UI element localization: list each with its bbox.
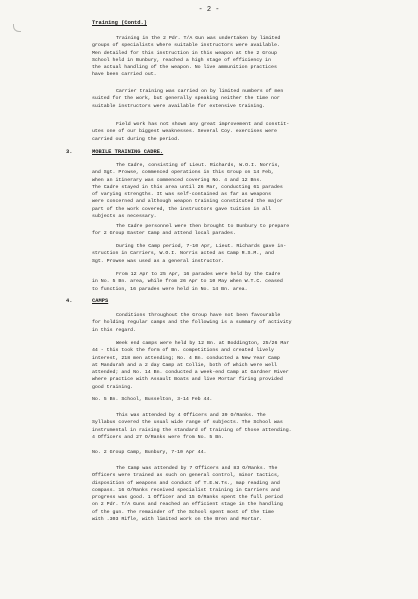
- text-line: were concerned and although weapon training constituted the major: [92, 199, 283, 205]
- text-line: to function, 16 parades were held in No. 14 Bn. area.: [92, 286, 248, 292]
- text-line: struction in Carriers, W.O.I. Norris acted as Camp R.S.M., and: [92, 251, 274, 257]
- school-heading: No. 5 Bn. School, Busselton, 3-14 Feb 44.: [92, 397, 213, 402]
- corner-mark: [13, 24, 21, 32]
- text-line: Field work has not shown any great improvement and constit-: [116, 122, 290, 127]
- text-line: carried out during the period.: [92, 136, 181, 142]
- text-line: part of the work covered, the instructors gave tuition in all: [92, 206, 272, 212]
- text-line: for 2 Group Easter Camp and attend local parades.: [92, 231, 236, 237]
- text-line: Conditions throughout the Group have not been favourable: [116, 313, 281, 318]
- text-line: good training.: [92, 384, 134, 390]
- text-line: Men detailed for this instruction in this weapon at the 2 Group: [92, 50, 277, 56]
- text-line: Carrier training was carried on by limited numbers of men: [116, 89, 284, 94]
- paragraph-weekend-camps: [92, 340, 392, 391]
- text-line: disposition of weapons and conduct of T.E.W.Ts., map reading and: [92, 480, 280, 486]
- paragraph-cadre-bunbury: [92, 223, 392, 238]
- paragraph-school: [92, 412, 392, 441]
- group-camp-heading: No. 2 Group Camp, Bunbury, 7-10 Apr 44.: [92, 450, 207, 455]
- text-line: Sgt. Prowse was used as a general instructor.: [92, 258, 225, 264]
- text-line: The Cadre personnel were then brought to Bunbury to prepare: [116, 224, 290, 229]
- text-line: in No. 5 Bn. area, while from 26 Apr to 10 May when W.T.C. ceased: [92, 279, 283, 285]
- text-line: Syllabus covered the usual wide range of subjects. The School was: [92, 420, 283, 426]
- text-line: groups of specialists where suitable instructors were available.: [92, 43, 280, 49]
- text-line: in this regard.: [92, 327, 137, 333]
- paragraph-training-2pdr: [92, 35, 392, 79]
- text-line: 4 Officers and 27 O/Ranks were from No. 5 Bn.: [92, 434, 225, 440]
- paragraph-cadre-camp-period: [92, 243, 392, 265]
- training-heading: Training (Contd.): [92, 20, 147, 26]
- text-line: and Sgt. Prowse, commenced operations in this Group on 14 Feb,: [92, 170, 274, 176]
- text-line: progress was good. 1 Officer and 15 O/Ranks spent the full period: [92, 495, 283, 501]
- text-line: interest, 218 men attending; No. 4 Bn. conducted a New Year Camp: [92, 355, 280, 361]
- text-line: of the gun. The remainder of the School spent most of the time: [92, 509, 274, 515]
- text-line: for holding regular camps and the following is a summary of activity: [92, 320, 292, 326]
- text-line: The Cadre, consisting of Lieut. Richards, W.O.I. Norris,: [116, 163, 281, 168]
- text-line: of varying strengths. It was self-contained as far as weapons: [92, 192, 272, 198]
- section-4-number: 4.: [66, 298, 73, 304]
- text-line: The Cadre stayed in this area until 26 Mar, conducting 61 parades: [92, 184, 283, 190]
- page-number: - 2 -: [198, 6, 220, 14]
- text-line: subjects as necessary.: [92, 214, 157, 220]
- text-line: 44 - this took the form of Bn. competitions and created lively: [92, 348, 274, 354]
- text-line: have been carried out.: [92, 72, 157, 78]
- text-line: where practice with Assault Boats and live Mortar firing provided: [92, 377, 283, 383]
- text-line: on 2 Pdr. T/A Guns and reached an efficient stage in the handling: [92, 502, 283, 508]
- text-line: when an itinerary was commenced covering No. 4 and 12 Bns.: [92, 177, 263, 183]
- text-line: at Mandurah and a 2 day Camp at Collie, both of which were well: [92, 362, 277, 368]
- text-line: This was attended by 4 Officers and 39 O/Ranks. The: [116, 413, 266, 418]
- text-line: Training in the 2 Pdr. T/A Gun was undertaken by limited: [116, 36, 281, 41]
- text-line: compass. 16 O/Ranks received specialist training in Carriers and: [92, 487, 280, 493]
- text-line: Week end camps were held by 12 Bn. at Boddington, 25/26 Mar: [116, 341, 290, 346]
- text-line: utes one of our biggest weaknesses. Several Coy. exercises were: [92, 129, 277, 135]
- section-3-heading: MOBILE TRAINING CADRE.: [92, 149, 164, 155]
- text-line: suitable instructors were available for extensive training.: [92, 103, 266, 109]
- paragraph-carrier-training: [92, 88, 392, 110]
- text-line: From 12 Apr to 25 Apr, 16 parades were held by the Cadre: [116, 272, 281, 277]
- paragraph-cadre-parades: [92, 271, 392, 293]
- text-line: Officers were trained as such on general control, minor tactics,: [92, 473, 280, 479]
- section-4-heading: CAMPS: [92, 298, 109, 304]
- text-line: School held in Bunbury, reached a high stage of efficiency in: [92, 57, 272, 63]
- paragraph-cadre-composition: [92, 162, 392, 220]
- text-line: the actual handling of the weapon. No live ammunition practices: [92, 65, 277, 71]
- text-line: suited for the work, but generally speaking neither the time nor: [92, 96, 280, 102]
- paragraph-camps-conditions: [92, 312, 392, 334]
- paragraph-group-camp: [92, 465, 392, 523]
- section-3-number: 3.: [66, 149, 73, 155]
- text-line: instrumental in raising the standard of training of those attending.: [92, 427, 292, 433]
- text-line: with .303 Rifle, with limited work on the Bren and Mortar.: [92, 517, 263, 523]
- text-line: During the Camp period, 7-10 Apr, Lieut. Richards gave in-: [116, 244, 287, 249]
- text-line: The Camp was attended by 7 Officers and 83 O/Ranks. The: [116, 466, 278, 471]
- paragraph-field-work: [92, 121, 392, 143]
- text-line: attended; and No. 14 Bn. conducted a week-end Camp at Gardner River: [92, 370, 289, 376]
